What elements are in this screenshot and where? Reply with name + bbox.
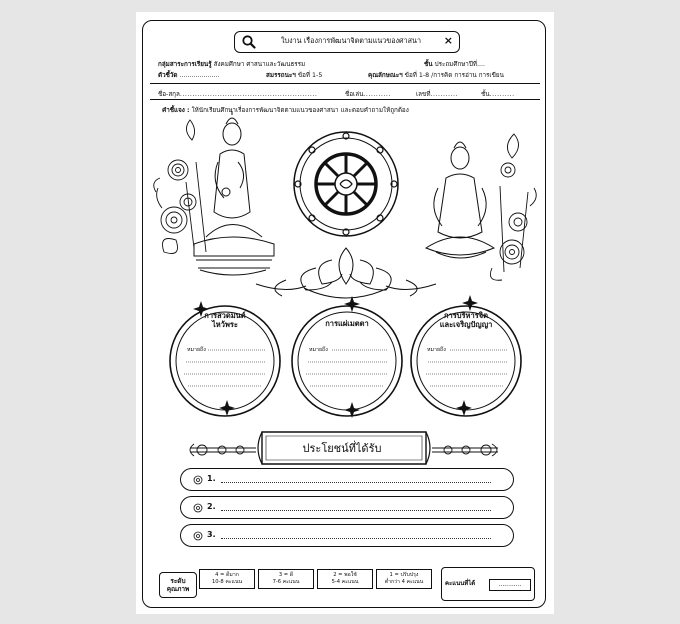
grade-2-line2: 5-4 คะแนน <box>331 579 359 585</box>
metta-meaning-label: หมายถึง <box>309 347 328 353</box>
grade-level-2 <box>317 569 373 589</box>
student-number-line: เลขที่........... <box>416 91 458 98</box>
meditation-title-line2: และเจริญปัญญา <box>439 320 493 329</box>
class-label: ชั้น <box>481 91 490 98</box>
instruction-text: ให้นักเรียนศึกษาเรื่องการพัฒนาจิตตามแนวของศาสนา และตอบคำถามให้ถูกต้อง <box>191 107 409 114</box>
grade-label: ชั้น <box>424 61 433 68</box>
student-name-line: ชื่อ-สกุล....................................................... <box>158 91 318 98</box>
lotus-flowers-right <box>490 134 536 280</box>
circle-title-chanting <box>180 311 270 329</box>
grade-value: ประถมศึกษาปีที่.... <box>434 61 485 68</box>
grade-level-3 <box>258 569 314 589</box>
quality-label-line2: คุณภาพ <box>166 585 190 593</box>
competency-label: สมรรถนะฯ <box>266 72 296 79</box>
score-box <box>441 567 535 601</box>
score-value-field[interactable]: ............ <box>489 579 531 591</box>
answer-line <box>221 482 491 483</box>
dharma-wheel-icon <box>294 132 398 236</box>
benefit-answer-2[interactable] <box>180 496 514 519</box>
indicator-label: ตัวชี้วัด <box>158 72 178 79</box>
grade-level-4 <box>199 569 255 589</box>
subject-value: สังคมศึกษา ศาสนาและวัฒนธรรม <box>213 61 306 68</box>
character-value: ข้อที่ 1-8 /การคิด การอ่าน การเขียน <box>404 72 504 79</box>
student-class-line: ชั้น.......... <box>481 91 515 98</box>
grade-level-1 <box>376 569 432 589</box>
grade-1-line1: 1 = ปรับปรุง <box>389 572 419 578</box>
grade-2-line1: 2 = พอใช้ <box>333 572 357 578</box>
benefits-title: ประโยชน์ที่ได้รับ <box>302 442 382 455</box>
grade-4-line2: 10-8 คะแนน <box>211 579 243 585</box>
chanting-title-line2: ไหว้พระ <box>212 320 238 329</box>
metta-title-line1: การแผ่เมตตา <box>325 319 369 328</box>
meditation-title-line1: การบริหารจิต <box>443 311 489 320</box>
worksheet-title: ใบงาน เรื่องการพัฒนาจิตตามแนวของศาสนา <box>281 36 421 45</box>
score-label: คะแนนที่ได้ <box>445 580 476 587</box>
meditation-meaning-label: หมายถึง <box>427 347 446 353</box>
buddha-right-illustration <box>426 142 494 258</box>
flower-icon <box>193 475 203 485</box>
flower-icon <box>193 531 203 541</box>
flower-icon <box>193 503 203 513</box>
answer-line <box>221 510 491 511</box>
circle-title-metta <box>302 319 392 328</box>
grade-3-line1: 3 = ดี <box>278 572 294 578</box>
competency-value: ข้อที่ 1-5 <box>297 72 323 79</box>
benefit-answer-3[interactable] <box>180 524 514 547</box>
lotus-flowers-left <box>154 120 206 254</box>
subject-label: กลุ่มสาระการเรียนรู้ <box>158 61 212 68</box>
grade-1-line2: ต่ำกว่า 4 คะแนน <box>384 579 424 585</box>
indicator-value: .................... <box>179 72 220 79</box>
instruction-label: คำชี้แจง : <box>162 107 190 114</box>
benefit-number: 1. <box>207 474 216 483</box>
benefit-number: 3. <box>207 530 216 539</box>
benefit-number: 2. <box>207 502 216 511</box>
chanting-title-line1: การสวดมนต์ <box>204 311 246 320</box>
student-nickname-line: ชื่อเล่น........... <box>345 91 391 98</box>
close-icon[interactable]: × <box>443 34 453 47</box>
character-label: คุณลักษณะฯ <box>368 72 403 79</box>
answer-line <box>221 538 491 539</box>
chanting-meaning-label: หมายถึง <box>187 347 206 353</box>
quality-level-label <box>159 572 197 598</box>
circle-title-meditation <box>421 311 511 329</box>
grade-3-line2: 7-6 คะแนน <box>272 579 300 585</box>
quality-label-line1: ระดับ <box>170 577 186 585</box>
nickname-label: ชื่อเล่น <box>345 91 364 98</box>
center-lotus-illustration <box>256 248 436 298</box>
circle-writing-lines <box>184 350 507 386</box>
benefit-answer-1[interactable] <box>180 468 514 491</box>
grade-4-line1: 4 = ดีมาก <box>215 572 239 578</box>
worksheet-page <box>136 12 554 614</box>
name-label: ชื่อ-สกุล <box>158 91 180 98</box>
number-label: เลขที่ <box>416 91 431 98</box>
